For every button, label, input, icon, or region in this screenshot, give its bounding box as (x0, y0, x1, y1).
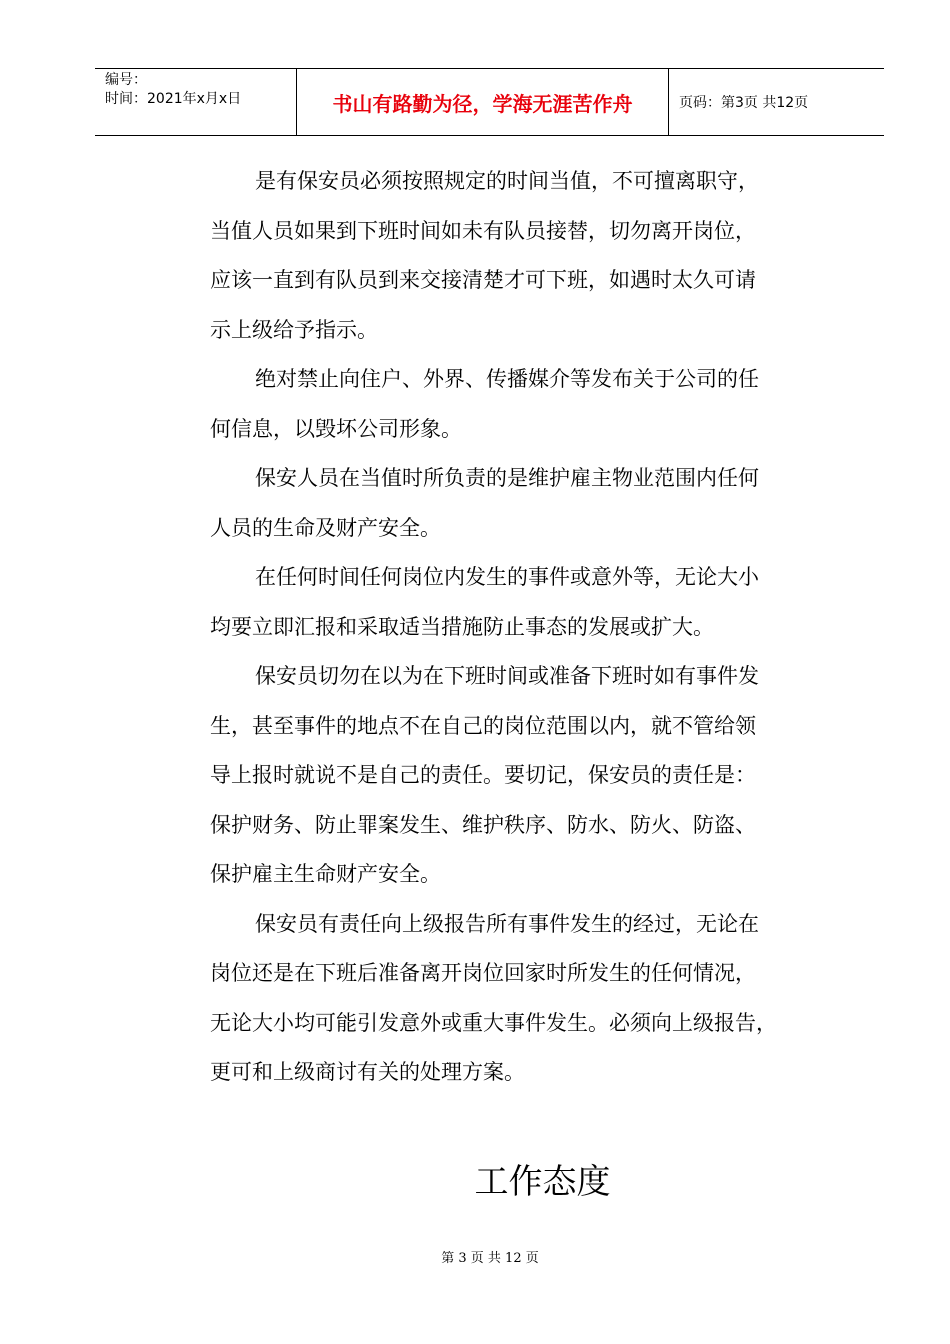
page-footer: 第 3 页 共 12 页 (441, 1251, 539, 1266)
paragraph-line: 无论大小均可能引发意外或重大事件发生。必须向上级报告， (210, 1010, 777, 1035)
paragraph (210, 355, 810, 454)
paragraph (210, 157, 810, 355)
paragraph (210, 553, 810, 652)
paragraph-line: 在任何时间任何岗位内发生的事件或意外等，无论大小 (255, 565, 759, 589)
paragraph-line: 当值人员如果到下班时间如未有队员接替，切勿离开岗位， (210, 218, 756, 243)
paragraph (210, 652, 810, 900)
paragraph-line: 保安员切勿在以为在下班时间或准备下班时如有事件发 (255, 664, 759, 688)
paragraph-line: 是有保安员必须按照规定的时间当值，不可擅离职守， (255, 169, 759, 193)
section-heading: 工作态度 (474, 1162, 611, 1202)
paragraph-line: 岗位还是在下班后准备离开岗位回家时所发生的任何情况， (210, 961, 756, 985)
paragraph-line: 保护财务、防止罪案发生、维护秩序、防水、防火、防盗、 (210, 812, 756, 837)
header-motto: 书山有路勤为径，学海无涯苦作舟 (296, 69, 669, 135)
paragraph-line: 更可和上级商讨有关的处理方案。 (210, 1060, 525, 1084)
page-header (95, 68, 884, 136)
header-meta (95, 69, 296, 135)
paragraph-line: 人员的生命及财产安全。 (210, 515, 441, 540)
paragraph-line: 绝对禁止向住户、外界、传播媒介等发布关于公司的任 (255, 367, 759, 391)
paragraph-line: 导上报时就说不是自己的责任。要切记，保安员的责任是： (210, 763, 756, 787)
paragraph-line: 保安员有责任向上级报告所有事件发生的经过，无论在 (255, 911, 759, 936)
paragraph-line: 示上级给予指示。 (210, 317, 378, 342)
paragraph-line: 保安人员在当值时所负责的是维护雇主物业范围内任何 (255, 466, 759, 490)
paragraph-line: 应该一直到有队员到来交接清楚才可下班，如遇时太久可请 (210, 268, 756, 292)
paragraph-line: 均要立即汇报和采取适当措施防止事态的发展或扩大。 (210, 614, 714, 639)
paragraph-line: 何信息，以毁坏公司形象。 (210, 416, 462, 441)
body-text (210, 157, 810, 1098)
paragraph (210, 454, 810, 553)
document-number-label: 编号： (105, 72, 147, 88)
paragraph (210, 900, 810, 1098)
paragraph-line: 保护雇主生命财产安全。 (210, 862, 441, 886)
document-time-label: 时间：2021年x月x日 (105, 91, 242, 107)
paragraph-line: 生，甚至事件的地点不在自己的岗位范围以内，就不管给领 (210, 713, 756, 738)
header-page-info: 页码：第3页 共12页 (679, 95, 809, 111)
